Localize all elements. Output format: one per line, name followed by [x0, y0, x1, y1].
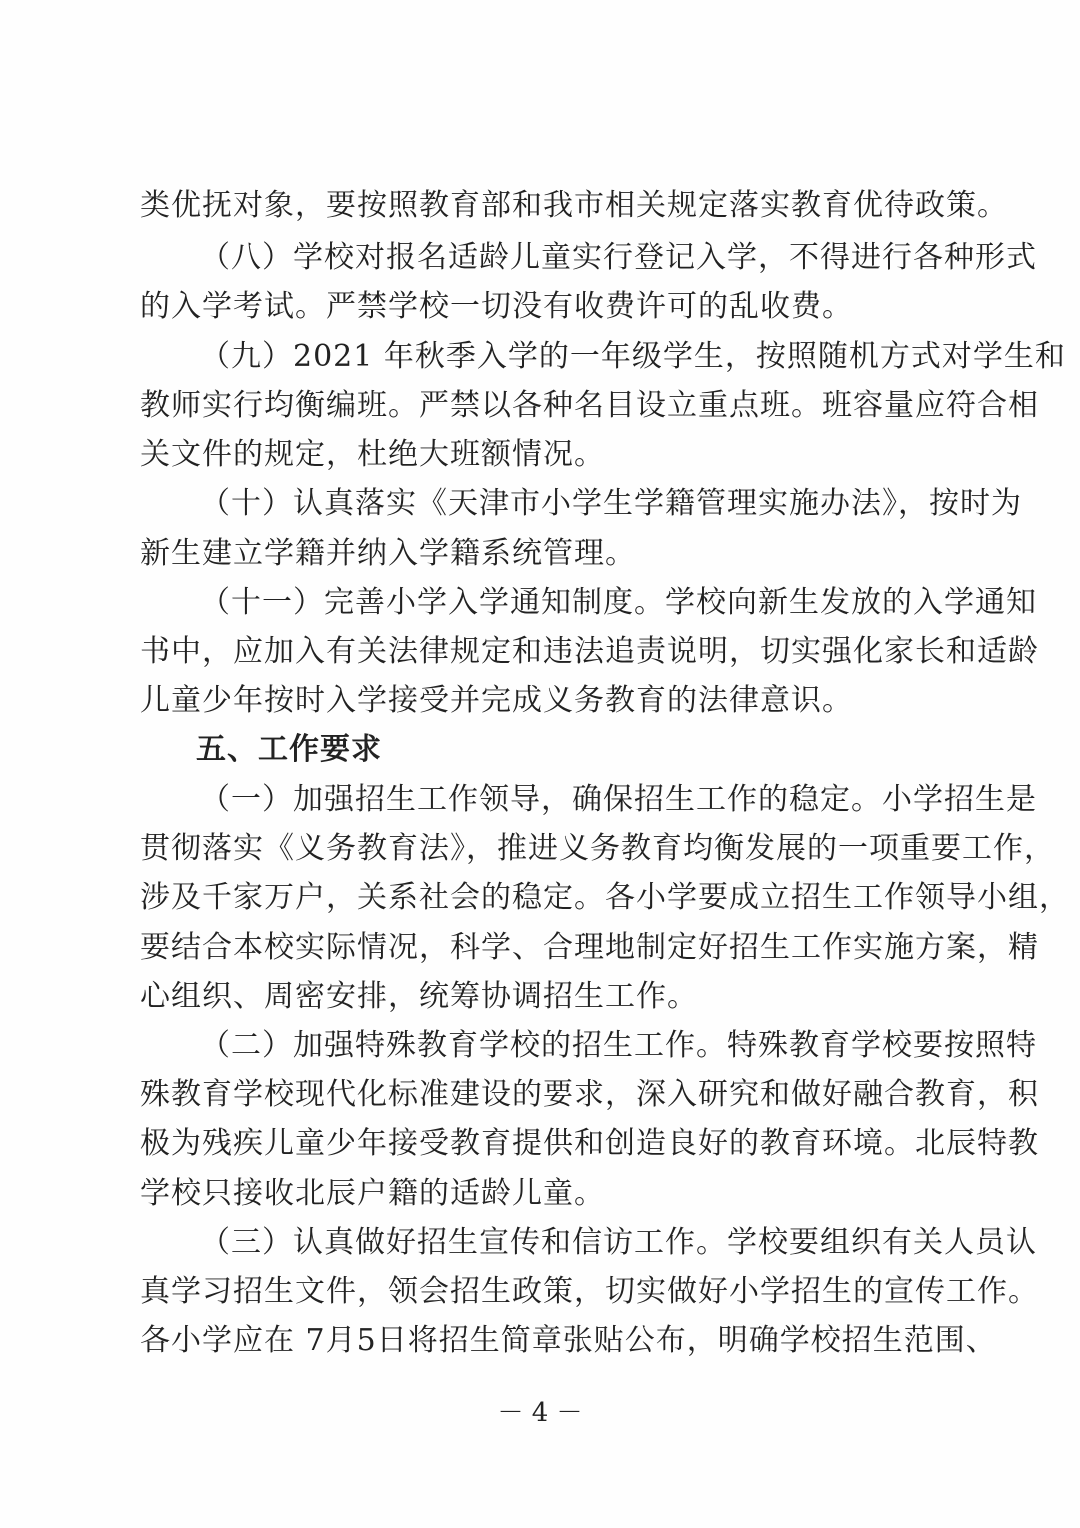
paragraph-start: （十）认真落实《天津市小学生学籍管理实施办法》，按时为 — [200, 486, 1022, 521]
paragraph-start: （九）2021 年秋季入学的一年级学生，按照随机方式对学生和 — [200, 339, 1066, 374]
page-number: － 4 － — [497, 1398, 583, 1428]
text-line: 要结合本校实际情况，科学、合理地制定好招生工作实施方案，精 — [140, 930, 1039, 965]
text-line: 心组织、周密安排，统筹协调招生工作。 — [140, 979, 698, 1014]
text-line: 类优抚对象，要按照教育部和我市相关规定落实教育优待政策。 — [140, 188, 1008, 223]
text-line: 贯彻落实《义务教育法》，推进义务教育均衡发展的一项重要工作， — [140, 831, 1055, 866]
text-line: 涉及千家万户，关系社会的稳定。各小学要成立招生工作领导小组， — [140, 880, 1070, 915]
paragraph-start: （一）加强招生工作领导，确保招生工作的稳定。小学招生是 — [200, 782, 1037, 817]
paragraph-start: （二）加强特殊教育学校的招生工作。特殊教育学校要按照特 — [200, 1028, 1037, 1063]
section-heading: 五、工作要求 — [196, 732, 382, 767]
text-line: 极为残疾儿童少年接受教育提供和创造良好的教育环境。北辰特教 — [140, 1126, 1039, 1161]
text-line: 各小学应在 7月5日将招生简章张贴公布，明确学校招生范围、 — [140, 1323, 997, 1358]
paragraph-start: （八）学校对报名适龄儿童实行登记入学，不得进行各种形式 — [200, 240, 1037, 275]
text-line: 学校只接收北辰户籍的适龄儿童。 — [140, 1176, 605, 1211]
text-line: 关文件的规定，杜绝大班额情况。 — [140, 437, 605, 472]
text-line: 教师实行均衡编班。严禁以各种名目设立重点班。班容量应符合相 — [140, 388, 1039, 423]
text-line: 真学习招生文件，领会招生政策，切实做好小学招生的宣传工作。 — [140, 1274, 1039, 1309]
text-line: 儿童少年按时入学接受并完成义务教育的法律意识。 — [140, 683, 853, 718]
text-line: 殊教育学校现代化标准建设的要求，深入研究和做好融合教育，积 — [140, 1077, 1039, 1112]
text-line: 新生建立学籍并纳入学籍系统管理。 — [140, 536, 636, 571]
text-line: 的入学考试。严禁学校一切没有收费许可的乱收费。 — [140, 289, 853, 324]
text-line: 书中，应加入有关法律规定和违法追责说明，切实强化家长和适龄 — [140, 634, 1039, 669]
paragraph-start: （三）认真做好招生宣传和信访工作。学校要组织有关人员认 — [200, 1225, 1037, 1260]
paragraph-start: （十一）完善小学入学通知制度。学校向新生发放的入学通知 — [200, 585, 1037, 620]
